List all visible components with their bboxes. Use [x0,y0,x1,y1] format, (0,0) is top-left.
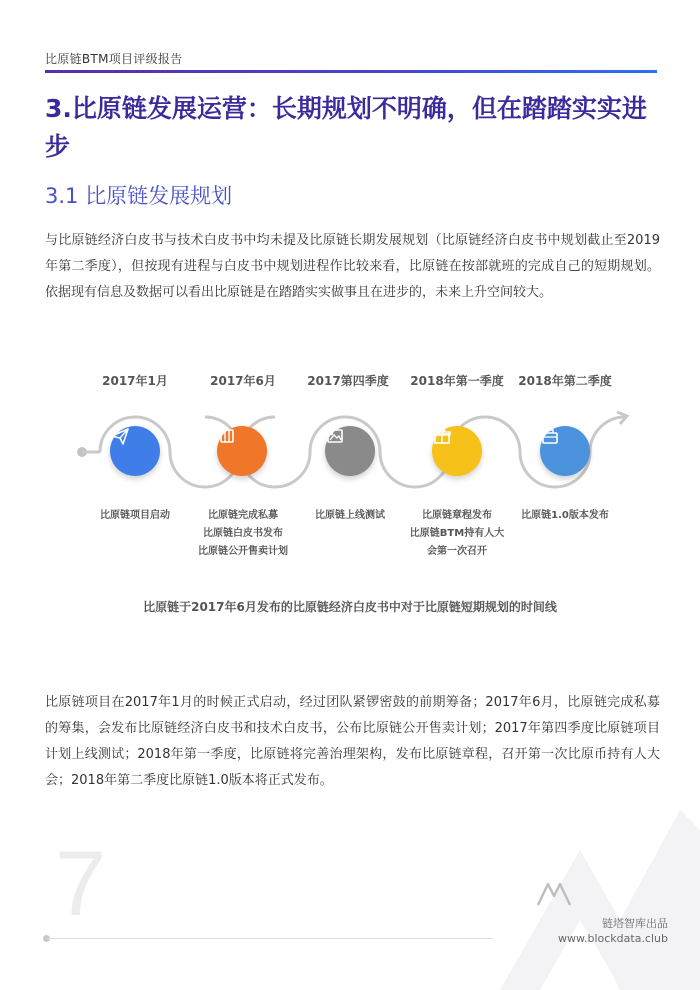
page-number: 7 [55,833,107,935]
footer-publisher: 链塔智库出品 [602,917,668,930]
milestone-3-date: 2017第四季度 [307,374,389,388]
report-header-title: 比原链BTM项目评级报告 [45,52,183,66]
milestone-5-caption: 比原链1.0版本发布 [521,510,609,521]
picture-icon [325,426,345,446]
book-icon [217,426,237,446]
footer-divider [47,938,492,939]
chapter-title: 3.比原链发展运营：长期规划不明确，但在踏踏实实进步 [45,94,647,161]
intro-paragraph: 与比原链经济白皮书与技术白皮书中均未提及比原链长期发展规划（比原链经济白皮书中规划截止至2019年第二季度），但按现有进程与白皮书中规划进程作比较来看，比原链在按部就班的完成自己的短期规划。依据现有信息及数据可以看出比原链是在踏踏实实做事且在进步的，未来上升空间较大。 [45,233,660,300]
section-title: 3.1 比原链发展规划 [45,184,233,208]
milestone-4-circle [432,426,482,476]
milestone-2-date: 2017年6月 [210,374,276,388]
roadmap-timeline [0,360,700,590]
milestone-3-circle [325,426,375,476]
milestone-3-caption: 比原链上线测试 [315,510,385,521]
milestone-1-circle [110,426,160,476]
blockdata-logo-icon [537,880,571,906]
milestone-5-circle [540,426,590,476]
milestone-1-caption: 比原链项目启动 [100,510,170,521]
header-gradient-bar [45,70,657,73]
decorative-logo-watermark [470,790,700,990]
toolbox-icon [540,426,560,446]
milestone-2-circle [217,426,267,476]
milestone-4-date: 2018年第一季度 [410,374,504,388]
footer-website-link[interactable]: www.blockdata.club [558,932,668,945]
milestone-2-caption: 比原链完成私募 比原链白皮书发布 比原链公开售卖计划 [198,510,288,557]
timeline-figure-caption: 比原链于2017年6月发布的比原链经济白皮书中对于比原链短期规划的时间线 [143,600,557,614]
timeline-description-paragraph: 比原链项目在2017年1月的时候正式启动，经过团队紧锣密鼓的前期筹备；2017年6月，比原链完成私募的筹集，会发布比原链经济白皮书和技术白皮书，公布比原链公开售卖计划；2017年第四季度比原链项目计划上线测试；2018年第一季度，比原链将完善治理架构，发布比原链章程，召开第一次比原币持有人大会；2018年第二季度比原链1.0版本将正式发布。 [45,695,660,788]
milestone-5-date: 2018年第二季度 [518,374,612,388]
milestone-1-date: 2017年1月 [102,374,168,388]
paper-plane-icon [110,426,130,446]
gift-icon [432,426,452,446]
milestone-4-caption: 比原链章程发布 比原链BTM持有人大 会第一次召开 [409,510,505,557]
